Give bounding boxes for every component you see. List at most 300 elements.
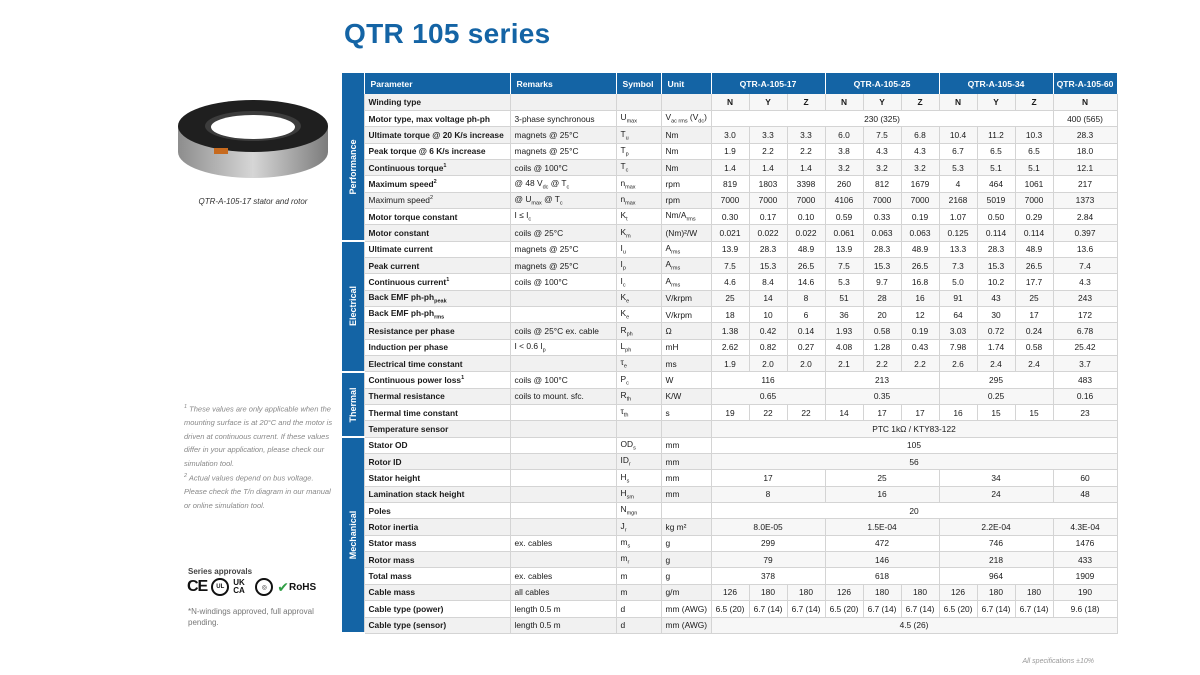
parameter-cell xyxy=(364,584,510,600)
symbol-cell xyxy=(616,323,661,339)
value-cell: 0.50 xyxy=(977,208,1015,224)
remarks-cell xyxy=(510,192,616,208)
value-cell: 26.5 xyxy=(901,257,939,273)
table-row xyxy=(342,225,1117,241)
value-cell: 17 xyxy=(1015,306,1053,322)
text-part: Nm/A xyxy=(665,210,687,221)
value-cell: 3.3 xyxy=(787,127,825,143)
subscript: rms xyxy=(671,265,681,272)
text-part: Maximum speed xyxy=(368,178,434,189)
subscript: max xyxy=(625,184,636,191)
parameter-cell xyxy=(364,601,510,617)
text-part: J xyxy=(620,520,625,531)
symbol-cell xyxy=(616,601,661,617)
table-row xyxy=(342,110,1117,126)
value-cell: 7.5 xyxy=(863,127,901,143)
text-part: ex. cables xyxy=(514,571,553,582)
group-cell xyxy=(342,94,364,241)
parameter-cell xyxy=(364,535,510,551)
symbol-cell xyxy=(616,274,661,290)
value-cell: 1909 xyxy=(1053,568,1117,584)
text-part: K xyxy=(620,226,627,237)
symbol-cell xyxy=(616,176,661,192)
approval-marks xyxy=(187,578,316,596)
remarks-cell xyxy=(510,110,616,126)
value-cell: 3.3 xyxy=(749,127,787,143)
text-part: magnets @ 25°C xyxy=(514,129,579,140)
text-part: magnets @ 25°C xyxy=(514,244,579,255)
value-cell: 8 xyxy=(711,486,825,502)
text-part: U xyxy=(620,112,627,123)
parameter-cell xyxy=(364,339,510,355)
text-part: W xyxy=(665,375,674,386)
parameter-cell xyxy=(364,388,510,404)
symbol-cell xyxy=(616,356,661,372)
value-cell: 0.19 xyxy=(901,208,939,224)
value-cell: Z xyxy=(787,94,825,110)
group-label: Performance xyxy=(347,139,358,195)
remarks-cell xyxy=(510,486,616,502)
value-cell: 5.3 xyxy=(825,274,863,290)
subscript: m xyxy=(626,233,631,240)
value-cell: 17 xyxy=(901,405,939,421)
table-row xyxy=(342,274,1117,290)
parameter-cell xyxy=(364,192,510,208)
parameter-cell xyxy=(364,372,510,388)
text-part: K xyxy=(620,210,627,221)
text-part: mH xyxy=(665,342,679,353)
value-cell: 10.3 xyxy=(1015,127,1053,143)
text-part: kg m² xyxy=(665,522,687,533)
value-cell: 6.7 xyxy=(939,143,977,159)
value-cell: 26.5 xyxy=(787,257,825,273)
text-part: K/W xyxy=(665,391,682,402)
subscript: u xyxy=(625,135,629,142)
value-cell: 7000 xyxy=(901,192,939,208)
all-specs-note: All specifications ±10% xyxy=(1022,658,1094,665)
value-cell: 1373 xyxy=(1053,192,1117,208)
value-cell: 9.7 xyxy=(863,274,901,290)
table-row xyxy=(342,503,1117,519)
text-part: I ≤ I xyxy=(514,210,529,221)
value-cell: 6.7 (14) xyxy=(749,601,787,617)
value-cell: 964 xyxy=(939,568,1053,584)
parameter-cell xyxy=(364,568,510,584)
text-part: rpm xyxy=(665,178,680,189)
value-cell: 0.022 xyxy=(749,225,787,241)
value-cell: 7000 xyxy=(711,192,749,208)
value-cell: N xyxy=(1053,94,1117,110)
remarks-cell xyxy=(510,601,616,617)
table-row xyxy=(342,306,1117,322)
value-cell: 1.28 xyxy=(863,339,901,355)
text-part: coils @ 100°C xyxy=(514,375,568,386)
remarks-cell xyxy=(510,290,616,306)
text-part: Nm xyxy=(665,162,679,173)
table-header-row xyxy=(342,73,1117,94)
value-cell: 2.0 xyxy=(787,356,825,372)
text-part: Peak current xyxy=(368,260,420,271)
parameter-cell xyxy=(364,617,510,633)
text-part: Ultimate current xyxy=(368,244,433,255)
value-cell: 2.2 xyxy=(863,356,901,372)
table-row xyxy=(342,192,1117,208)
value-cell: 126 xyxy=(825,584,863,600)
header-symbol: Symbol xyxy=(616,73,661,94)
symbol-cell xyxy=(616,306,661,322)
subscript: u xyxy=(622,249,626,256)
text-part: Induction per phase xyxy=(368,342,449,353)
value-cell: 746 xyxy=(939,535,1053,551)
text-part: Ω xyxy=(665,325,672,336)
unit-cell xyxy=(661,372,711,388)
remarks-cell xyxy=(510,159,616,175)
footnote-mark: 1 xyxy=(461,375,465,382)
value-cell: 180 xyxy=(1015,584,1053,600)
value-cell: 4.3E-04 xyxy=(1053,519,1117,535)
parameter-cell xyxy=(364,110,510,126)
value-cell: 2.84 xyxy=(1053,208,1117,224)
subscript: dc xyxy=(542,184,549,191)
value-cell: 23 xyxy=(1053,405,1117,421)
value-cell: 6.5 (20) xyxy=(711,601,749,617)
unit-cell xyxy=(661,470,711,486)
value-cell: 6.7 (14) xyxy=(901,601,939,617)
value-cell: 26.5 xyxy=(1015,257,1053,273)
value-cell: 0.397 xyxy=(1053,225,1117,241)
value-cell: 172 xyxy=(1053,306,1117,322)
page-title: QTR 105 series xyxy=(344,18,551,49)
value-cell: 6.78 xyxy=(1053,323,1117,339)
value-cell: 0.24 xyxy=(1015,323,1053,339)
table-row xyxy=(342,208,1117,224)
text-part: Lamination stack height xyxy=(368,489,465,500)
value-cell: N xyxy=(711,94,749,110)
value-cell: 17 xyxy=(863,405,901,421)
group-cell xyxy=(342,372,364,437)
value-cell: 0.35 xyxy=(825,388,939,404)
value-cell: 433 xyxy=(1053,552,1117,568)
value-cell: 2.62 xyxy=(711,339,749,355)
text-part: m xyxy=(620,571,628,582)
subscript: ac rms xyxy=(671,118,688,125)
header-unit: Unit xyxy=(661,73,711,94)
value-cell: 10.2 xyxy=(977,274,1015,290)
subscript: c xyxy=(625,167,629,174)
value-cell: N xyxy=(939,94,977,110)
value-cell: 0.30 xyxy=(711,208,749,224)
text-part: m xyxy=(620,553,628,564)
unit-cell xyxy=(661,208,711,224)
text-part: m xyxy=(620,587,628,598)
text-part: Continuous current xyxy=(368,276,447,287)
value-cell: 6.5 xyxy=(977,143,1015,159)
remarks-cell xyxy=(510,339,616,355)
value-cell: 819 xyxy=(711,176,749,192)
value-cell: 8.0E-05 xyxy=(711,519,825,535)
symbol-cell xyxy=(616,437,661,453)
symbol-cell xyxy=(616,519,661,535)
subscript: rms xyxy=(671,249,681,256)
text-part: Stator mass xyxy=(368,538,417,549)
header-remarks: Remarks xyxy=(510,73,616,94)
parameter-cell xyxy=(364,437,510,453)
remarks-cell xyxy=(510,454,616,470)
value-cell: 1.38 xyxy=(711,323,749,339)
motor-image xyxy=(168,90,338,190)
remarks-cell xyxy=(510,388,616,404)
unit-cell xyxy=(661,601,711,617)
parameter-cell xyxy=(364,159,510,175)
value-cell: 12.1 xyxy=(1053,159,1117,175)
value-cell: 0.17 xyxy=(749,208,787,224)
value-cell: 180 xyxy=(901,584,939,600)
value-cell: 6.7 (14) xyxy=(977,601,1015,617)
symbol-cell xyxy=(616,584,661,600)
value-cell: 7000 xyxy=(787,192,825,208)
text-part: N xyxy=(620,504,627,515)
symbol-cell xyxy=(616,94,661,110)
value-cell: 34 xyxy=(939,470,1053,486)
subscript: peak xyxy=(434,298,447,305)
value-cell: 36 xyxy=(825,306,863,322)
parameter-cell xyxy=(364,454,510,470)
parameter-cell xyxy=(364,503,510,519)
unit-cell xyxy=(661,552,711,568)
parameter-cell xyxy=(364,323,510,339)
value-cell: 6 xyxy=(787,306,825,322)
symbol-cell xyxy=(616,535,661,551)
parameter-cell xyxy=(364,552,510,568)
value-cell: 48.9 xyxy=(901,241,939,257)
text-part: rpm xyxy=(665,195,680,206)
table-row xyxy=(342,257,1117,273)
value-cell: 18.0 xyxy=(1053,143,1117,159)
footnote-1: $^1$ These values are only applicable when the mounting surface is at 20°C and the motor is driven at continuous current. If these values differ in your application, please check our simulation tool. xyxy=(184,404,333,468)
value-cell: 126 xyxy=(939,584,977,600)
remarks-cell xyxy=(510,405,616,421)
value-cell: 16 xyxy=(825,486,939,502)
table-row xyxy=(342,552,1117,568)
value-cell: 7000 xyxy=(1015,192,1053,208)
value-cell: 25 xyxy=(711,290,749,306)
text-part: length 0.5 m xyxy=(514,603,561,614)
subscript: max xyxy=(626,118,637,125)
unit-cell xyxy=(661,486,711,502)
value-cell: 1.5E-04 xyxy=(825,519,939,535)
remarks-cell xyxy=(510,257,616,273)
text-part: L xyxy=(620,340,626,351)
parameter-cell xyxy=(364,470,510,486)
value-cell: 0.021 xyxy=(711,225,749,241)
value-cell: 48 xyxy=(1053,486,1117,502)
text-part: ID xyxy=(620,455,629,466)
subscript: max xyxy=(625,200,636,207)
unit-cell xyxy=(661,503,711,519)
value-cell: 5019 xyxy=(977,192,1015,208)
value-cell: 218 xyxy=(939,552,1053,568)
unit-cell xyxy=(661,339,711,355)
remarks-cell xyxy=(510,356,616,372)
value-cell: 15 xyxy=(977,405,1015,421)
parameter-cell xyxy=(364,290,510,306)
value-cell: 1.07 xyxy=(939,208,977,224)
text-part: length 0.5 m xyxy=(514,620,561,631)
remarks-cell xyxy=(510,208,616,224)
text-part: mm xyxy=(665,456,680,467)
header-model-17: QTR-A-105-17 xyxy=(711,73,825,94)
value-cell: 48.9 xyxy=(787,241,825,257)
remarks-cell xyxy=(510,421,616,437)
table-row xyxy=(342,405,1117,421)
text-part: n xyxy=(620,177,626,188)
value-cell: 17 xyxy=(711,470,825,486)
text-part: R xyxy=(620,324,627,335)
value-cell: PTC 1kΩ / KTY83-122 xyxy=(711,421,1117,437)
value-cell: 7000 xyxy=(749,192,787,208)
remarks-cell xyxy=(510,225,616,241)
header-parameter: Parameter xyxy=(364,73,510,94)
unit-cell xyxy=(661,306,711,322)
table-row xyxy=(342,519,1117,535)
value-cell: 7.98 xyxy=(939,339,977,355)
value-cell: 2.2 xyxy=(901,356,939,372)
value-cell: 2.0 xyxy=(749,356,787,372)
value-cell: 14 xyxy=(749,290,787,306)
approvals-title: Series approvals xyxy=(188,567,253,576)
value-cell: 5.0 xyxy=(939,274,977,290)
value-cell: 230 (325) xyxy=(711,110,1053,126)
value-cell: 0.58 xyxy=(863,323,901,339)
value-cell: 105 xyxy=(711,437,1117,453)
value-cell: 8 xyxy=(787,290,825,306)
footnote-mark: 2 xyxy=(429,195,434,202)
value-cell: 4.3 xyxy=(863,143,901,159)
table-row xyxy=(342,584,1117,600)
value-cell: 472 xyxy=(825,535,939,551)
text-part: Winding type xyxy=(368,96,421,107)
parameter-cell xyxy=(364,208,510,224)
value-cell: 60 xyxy=(1053,470,1117,486)
value-cell: 51 xyxy=(825,290,863,306)
value-cell: 20 xyxy=(863,306,901,322)
value-cell: Y xyxy=(977,94,1015,110)
value-cell: 15.3 xyxy=(749,257,787,273)
text-part: magnets @ 25°C xyxy=(514,260,579,271)
table-row xyxy=(342,143,1117,159)
value-cell: 2.4 xyxy=(1015,356,1053,372)
text-part: Total mass xyxy=(368,571,412,582)
text-part: all cables xyxy=(514,587,550,598)
value-cell: 4106 xyxy=(825,192,863,208)
remarks-cell xyxy=(510,306,616,322)
text-part: K xyxy=(620,291,627,302)
footnote-mark: 1 xyxy=(443,162,447,169)
text-part: Rotor ID xyxy=(368,456,402,467)
value-cell: 7.4 xyxy=(1053,257,1117,273)
text-part: Resistance per phase xyxy=(368,325,455,336)
value-cell: 20 xyxy=(711,503,1117,519)
value-cell: 213 xyxy=(825,372,939,388)
ukca-mark-icon: UK CA xyxy=(233,578,245,595)
unit-cell xyxy=(661,568,711,584)
text-part: g xyxy=(665,538,671,549)
subscript: th xyxy=(626,396,632,403)
value-cell: 400 (565) xyxy=(1053,110,1117,126)
text-part: Ultimate torque @ 20 K/s increase xyxy=(368,129,504,140)
symbol-cell xyxy=(616,617,661,633)
remarks-cell xyxy=(510,176,616,192)
value-cell: Y xyxy=(749,94,787,110)
reach-mark-icon: ◎ xyxy=(255,578,273,596)
value-cell: 10 xyxy=(749,306,787,322)
group-label: Mechanical xyxy=(347,511,358,560)
value-cell: 0.061 xyxy=(825,225,863,241)
value-cell: 6.0 xyxy=(825,127,863,143)
value-cell: 13.9 xyxy=(825,241,863,257)
unit-cell xyxy=(661,241,711,257)
table-row xyxy=(342,94,1117,110)
symbol-cell xyxy=(616,225,661,241)
value-cell: 14.6 xyxy=(787,274,825,290)
text-part: H xyxy=(620,471,627,482)
symbol-cell xyxy=(616,486,661,502)
text-part: Back EMF ph-ph xyxy=(368,308,435,319)
text-part: Temperature sensor xyxy=(368,424,449,435)
symbol-cell xyxy=(616,470,661,486)
text-part: OD xyxy=(620,439,634,450)
table-row xyxy=(342,470,1117,486)
value-cell: 12 xyxy=(901,306,939,322)
text-part: Continuous torque xyxy=(368,162,444,173)
value-cell: 17.7 xyxy=(1015,274,1053,290)
remarks-cell xyxy=(510,437,616,453)
group-cell xyxy=(342,437,364,633)
value-cell: 2.1 xyxy=(825,356,863,372)
value-cell: 1803 xyxy=(749,176,787,192)
value-cell: 0.43 xyxy=(901,339,939,355)
value-cell: 243 xyxy=(1053,290,1117,306)
text-part: d xyxy=(620,620,626,631)
value-cell: 4 xyxy=(939,176,977,192)
value-cell: 116 xyxy=(711,372,825,388)
text-part: coils @ 100°C xyxy=(514,276,568,287)
text-part: V xyxy=(665,112,672,123)
value-cell: 28.3 xyxy=(977,241,1015,257)
value-cell: 7.5 xyxy=(825,257,863,273)
remarks-cell xyxy=(510,535,616,551)
subscript: p xyxy=(622,265,626,272)
approval-note: *N-windings approved, full approval pending. xyxy=(188,607,314,627)
value-cell: 3398 xyxy=(787,176,825,192)
value-cell: 64 xyxy=(939,306,977,322)
value-cell: 6.7 (14) xyxy=(787,601,825,617)
value-cell: 7000 xyxy=(863,192,901,208)
symbol-cell xyxy=(616,192,661,208)
value-cell: 15 xyxy=(1015,405,1053,421)
parameter-cell xyxy=(364,486,510,502)
subscript: s xyxy=(626,478,630,485)
parameter-cell xyxy=(364,225,510,241)
value-cell: 180 xyxy=(749,584,787,600)
value-cell: 0.19 xyxy=(901,323,939,339)
text-part: Peak torque @ 6 K/s increase xyxy=(368,146,486,157)
value-cell: 28.3 xyxy=(749,241,787,257)
text-part: 3-phase synchronous xyxy=(514,113,595,124)
value-cell: 180 xyxy=(977,584,1015,600)
unit-cell xyxy=(661,94,711,110)
value-cell: 79 xyxy=(711,552,825,568)
